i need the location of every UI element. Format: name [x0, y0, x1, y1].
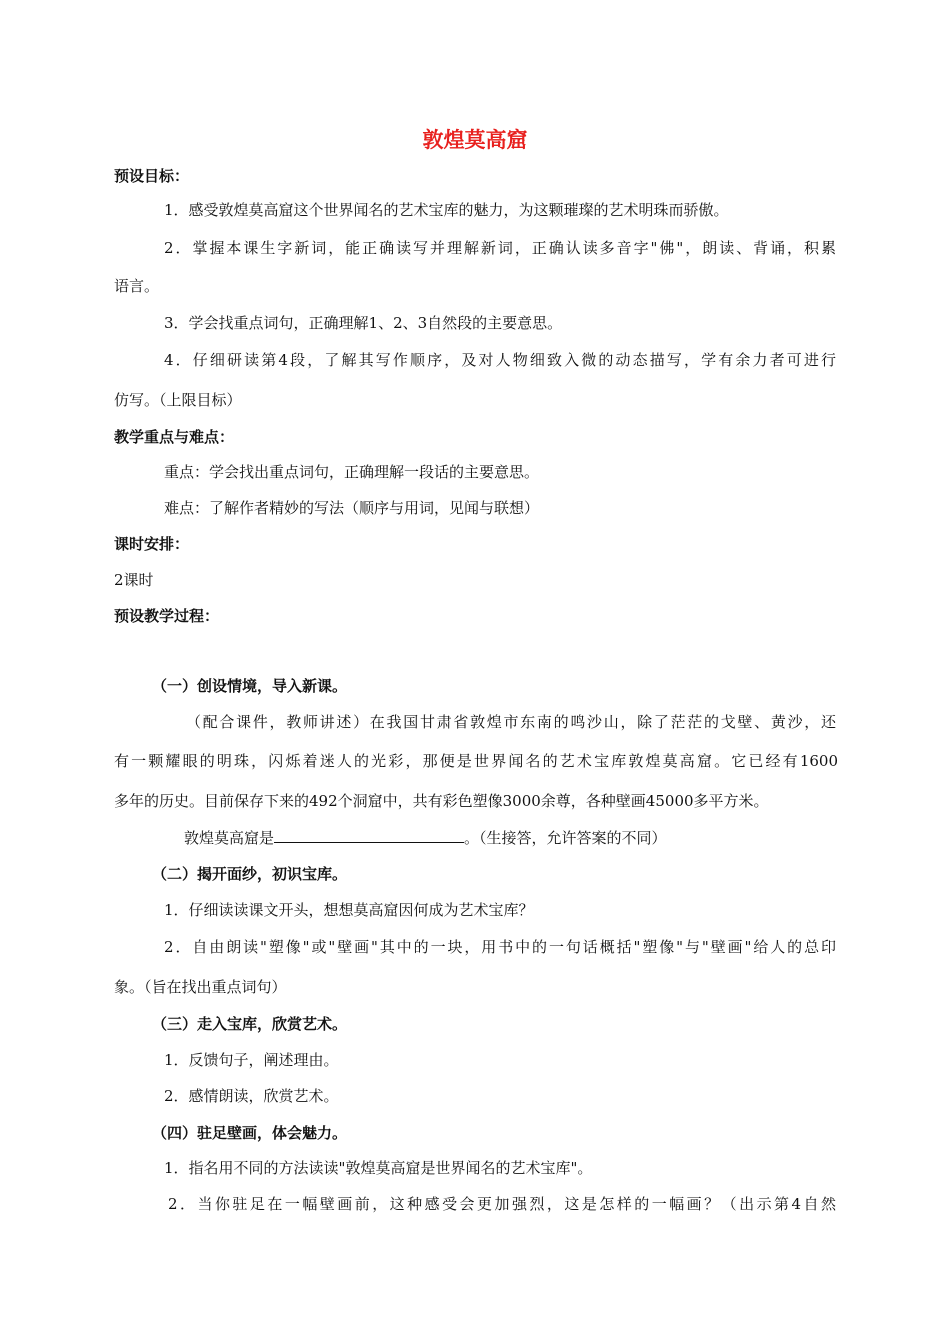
keypoint-focus: 重点：学会找出重点词句，正确理解一段话的主要意思。: [164, 463, 540, 481]
section-2-item-2-line-1: 2．自由朗读"塑像"或"壁画"其中的一块，用书中的一句话概括"塑像"与"壁画"给人的总印: [164, 938, 836, 956]
goals-heading: 预设目标：: [114, 167, 190, 185]
document-title: 敦煌莫高窟: [422, 128, 528, 152]
goal-2-line-2: 语言。: [114, 277, 160, 295]
goal-4-line-1: 4．仔细研读第4段，了解其写作顺序，及对人物细致入微的动态描写，学有余力者可进行: [164, 351, 836, 369]
section-1-para-line-2: 有一颗耀眼的明珠，闪烁着迷人的光彩，那便是世界闻名的艺术宝库敦煌莫高窟。它已经有1600: [114, 752, 838, 770]
section-2-item-2-line-2: 象。（旨在找出重点词句）: [114, 978, 287, 996]
process-heading: 预设教学过程：: [114, 607, 220, 625]
section-4-item-2: 2．当你驻足在一幅壁画前，这种感受会更加强烈，这是怎样的一幅画？（出示第4自然: [168, 1195, 836, 1213]
section-1-para-line-3: 多年的历史。目前保存下来的492个洞窟中，共有彩色塑像3000余尊，各种壁画45000多平方米。: [114, 792, 769, 810]
section-2-heading: （二）揭开面纱，初识宝库。: [152, 865, 348, 883]
fill-in-line: [184, 827, 667, 849]
keypoints-heading: 教学重点与难点：: [114, 428, 235, 446]
schedule-value: 2课时: [114, 571, 154, 589]
goal-2-line-1: 2．掌握本课生字新词，能正确读写并理解新词，正确认读多音字"佛"，朗读、背诵，积累: [164, 239, 836, 257]
section-3-item-2: 2．感情朗读，欣赏艺术。: [164, 1087, 339, 1105]
schedule-heading: 课时安排：: [114, 535, 190, 553]
section-2-item-1: 1．仔细读读课文开头，想想莫高窟因何成为艺术宝库？: [164, 901, 534, 919]
section-4-item-1: 1．指名用不同的方法读读"敦煌莫高窟是世界闻名的艺术宝库"。: [164, 1159, 593, 1177]
fill-in-prefix: 敦煌莫高窟是: [184, 829, 275, 847]
goal-4-line-2: 仿写。（上限目标）: [114, 391, 242, 409]
goal-3: 3．学会找重点词句，正确理解1、2、3自然段的主要意思。: [164, 314, 563, 332]
answer-blank: [274, 828, 464, 843]
keypoint-difficulty: 难点：了解作者精妙的写法（顺序与用词，见闻与联想）: [164, 499, 540, 517]
fill-in-suffix: 。（生接答，允许答案的不同）: [464, 829, 667, 847]
section-1-para-line-1: （配合课件，教师讲述）在我国甘肃省敦煌市东南的鸣沙山，除了茫茫的戈壁、黄沙，还: [186, 713, 836, 731]
section-4-heading: （四）驻足壁画，体会魅力。: [152, 1124, 348, 1142]
section-3-item-1: 1．反馈句子，阐述理由。: [164, 1051, 339, 1069]
section-3-heading: （三）走入宝库，欣赏艺术。: [152, 1015, 348, 1033]
goal-1: 1．感受敦煌莫高窟这个世界闻名的艺术宝库的魅力，为这颗璀璨的艺术明珠而骄傲。: [164, 201, 729, 219]
section-1-heading: （一）创设情境，导入新课。: [152, 677, 348, 695]
